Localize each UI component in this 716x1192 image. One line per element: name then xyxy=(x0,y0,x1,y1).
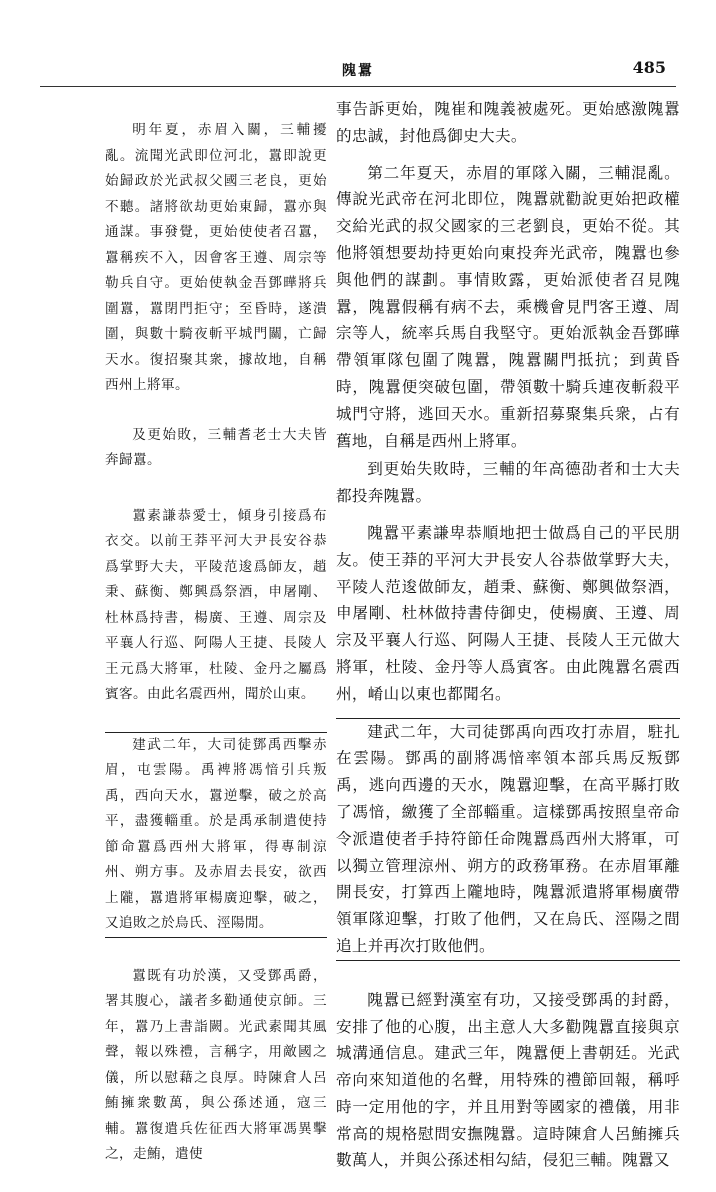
header-rule xyxy=(40,86,676,87)
translation-paragraph-1: 事告訴更始，隗崔和隗義被處死。更始感激隗囂的忠誠，封他爲御史大夫。 xyxy=(336,100,680,145)
classical-text-column xyxy=(105,118,327,1192)
classical-paragraph-1: 明年夏，赤眉入關，三輔擾亂。流聞光武即位河北，囂即說更始歸政於光武叔父國三老良，更始不聽。諸將欲劫更始東歸，囂亦與通謀。事發覺，更始使使者召囂，囂稱疾不入，因會客王遵、周宗等勒兵自守。更始使執金吾鄧曄將兵圍囂，囂閉門拒守；至昏時，遂潰圍，與數十騎夜斬平城門關，亡歸天水。復招聚其衆，據故地，自稱西州上將軍。 xyxy=(105,122,327,393)
classical-paragraph-4: 建武二年，大司徒鄧禹西擊赤眉，屯雲陽。禹裨將馮愔引兵叛禹，西向天水，囂逆擊，破之於高平，盡獲輜重。於是禹承制遣使持節命囂爲西州大將軍，得專制涼州、朔方事。及赤眉去長安，欲西上隴，囂遣將軍楊廣迎擊，破之，又追敗之於烏氏、涇陽閒。 xyxy=(105,732,327,938)
translation-paragraph-6: 隗囂已經對漢室有功，又接受鄧禹的封爵，安排了他的心腹，出主意人大多勸隗囂直接與京城溝通信息。建武三年，隗囂便上書朝廷。光武帝向來知道他的名聲，用特殊的禮節回報，稱呼時一定用他的字，并且用對等國家的禮儀，用非常高的規格慰問安撫隗囂。這時陳倉人呂鮪擁兵數萬人，并與公孫述相勾結，侵犯三輔。隗囂又 xyxy=(336,990,680,1170)
classical-paragraph-2: 及更始敗，三輔耆老士大夫皆奔歸囂。 xyxy=(105,426,327,468)
page-header xyxy=(40,58,676,80)
page-number: 485 xyxy=(632,58,666,77)
translation-paragraph-4: 隗囂平素謙卑恭順地把士做爲自己的平民朋友。使王莽的平河大尹長安人谷恭做掌野大夫，平陵人范逡做師友，趙秉、蘇衡、鄭興做祭酒，申屠剛、杜林做持書侍御史，使楊廣、王遵、周宗及平襄人行巡、阿陽人王捷、長陵人王元做大將軍，杜陵、金丹等人爲賓客。由此隗囂名震西州，崤山以東也都聞名。 xyxy=(336,523,680,703)
running-title: 隗囂 xyxy=(342,63,374,79)
classical-paragraph-3: 囂素謙恭愛士，傾身引接爲布衣交。以前王莽平河大尹長安谷恭爲掌野大夫，平陵范逡爲師友，趙秉、蘇衡、鄭興爲祭酒，申屠剛、杜林爲持書，楊廣、王遵、周宗及平襄人行巡、阿陽人王捷、長陵人王元爲大將軍，杜陵、金丹之屬爲賓客。由此名震西州，聞於山東。 xyxy=(105,507,327,702)
classical-paragraph-5: 囂既有功於漢，又受鄧禹爵，署其腹心，議者多勸通使京師。三年，囂乃上書詣闕。光武素聞其風聲，報以殊禮，言稱字，用敵國之儀，所以慰藉之良厚。時陳倉人呂鮪擁衆數萬，與公孫述通，寇三輔。囂復遣兵佐征西大將軍馮異擊之，走鮪，遣使 xyxy=(105,967,327,1162)
translation-paragraph-3: 到更始失敗時，三輔的年高德劭者和士大夫都投奔隗囂。 xyxy=(336,460,680,506)
translation-paragraph-2: 第二年夏天，赤眉的軍隊入關，三輔混亂。傳說光武帝在河北即位，隗囂就勸說更始把政權交給光武的叔父國家的三老劉良，更始不從。其他將領想要劫持更始向東投奔光武帝，隗囂也參與他們的謀劃。事情敗露，更始派使者召見隗囂，隗囂假稱有病不去，乘機會見門客王遵、周宗等人，統率兵馬自我堅守。更始派執金吾鄧曄帶領軍隊包圍了隗囂，隗囂關門抵抗；到黄昏時，隗囂便突破包圍，帶領數十騎兵連夜斬殺平城門守將，逃回天水。重新招募聚集兵衆，占有舊地，自稱是西州上將軍。 xyxy=(336,163,680,450)
translation-column xyxy=(336,96,680,1184)
translation-paragraph-5: 建武二年，大司徒鄧禹向西攻打赤眉，駐扎在雲陽。鄧禹的副將馮愔率領本部兵馬反叛鄧禹，逃向西邊的天水，隗囂迎擊，在高平縣打敗了馮愔，繳獲了全部輜重。這樣鄧禹按照皇帝命令派遣使者手持符節任命隗囂爲西州大將軍，可以獨立管理涼州、朔方的政務軍務。在赤眉軍離開長安，打算西上隴地時，隗囂派遣將軍楊廣帶領軍隊迎擊，打敗了他們，又在烏氏、涇陽之間追上并再次打敗他們。 xyxy=(336,718,680,961)
